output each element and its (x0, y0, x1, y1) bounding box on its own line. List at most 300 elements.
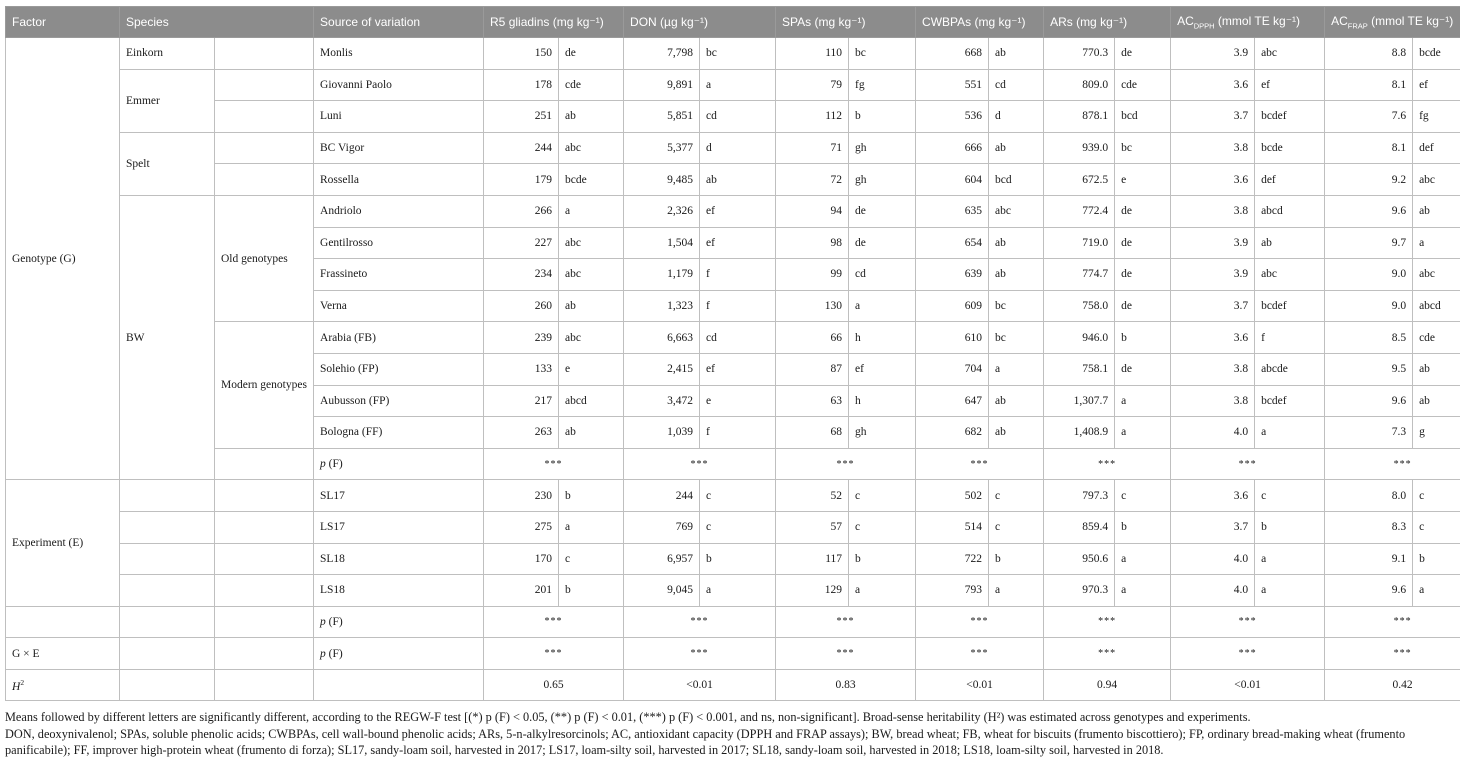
factor-genotype: Genotype (G) (6, 38, 120, 480)
letter-group-cell: de (849, 227, 916, 259)
letter-group-cell: a (849, 290, 916, 322)
letter-group-cell: ab (1413, 385, 1460, 417)
genotype-name: Monlis (314, 38, 484, 70)
value-cell: 3.8 (1171, 353, 1255, 385)
empty-cell (215, 164, 314, 196)
heritability-cell: 0.83 (776, 669, 916, 701)
table-row (6, 38, 1460, 70)
letter-group-cell: bc (1115, 132, 1171, 164)
letter-group-cell: de (1115, 227, 1171, 259)
significance-cell: *** (1171, 638, 1325, 670)
significance-cell: *** (776, 638, 916, 670)
value-cell: 98 (776, 227, 849, 259)
value-cell: 3.7 (1171, 101, 1255, 133)
p-f-label: p (F) (314, 448, 484, 480)
heritability-cell: <0.01 (1171, 669, 1325, 701)
table-row (6, 195, 1460, 227)
table-row (6, 101, 1460, 133)
letter-group-cell: f (700, 290, 776, 322)
value-cell: 9.5 (1325, 353, 1413, 385)
significance-cell: *** (1171, 448, 1325, 480)
letter-group-cell: bcdef (1255, 101, 1325, 133)
significance-cell: *** (1044, 448, 1171, 480)
letter-group-cell: bcdef (1255, 385, 1325, 417)
letter-group-cell: b (849, 543, 916, 575)
empty-cell (120, 543, 215, 575)
letter-group-cell: gh (849, 132, 916, 164)
empty-cell (120, 511, 215, 543)
table-footnotes (5, 709, 1453, 759)
letter-group-cell: ab (559, 101, 624, 133)
experiment-name: LS18 (314, 575, 484, 607)
value-cell: 9.0 (1325, 290, 1413, 322)
value-cell: 71 (776, 132, 849, 164)
value-cell: 7.3 (1325, 417, 1413, 449)
value-cell: 769 (624, 511, 700, 543)
value-cell: 8.5 (1325, 322, 1413, 354)
letter-group-cell: f (700, 259, 776, 291)
letter-group-cell: bcde (559, 164, 624, 196)
value-cell: 668 (916, 38, 989, 70)
letter-group-cell: bcde (1255, 132, 1325, 164)
empty-cell (215, 480, 314, 512)
value-cell: 251 (484, 101, 559, 133)
letter-group-cell: g (1413, 417, 1460, 449)
value-cell: 110 (776, 38, 849, 70)
header-source: Source of variation (314, 7, 484, 38)
letter-group-cell: d (989, 101, 1044, 133)
letter-group-cell: a (1255, 543, 1325, 575)
letter-group-cell: de (559, 38, 624, 70)
value-cell: 635 (916, 195, 989, 227)
value-cell: 170 (484, 543, 559, 575)
value-cell: 5,377 (624, 132, 700, 164)
value-cell: 9.2 (1325, 164, 1413, 196)
group-modern-genotypes: Modern genotypes (215, 322, 314, 448)
letter-group-cell: fg (849, 69, 916, 101)
letter-group-cell: de (1115, 38, 1171, 70)
letter-group-cell: h (849, 385, 916, 417)
value-cell: 793 (916, 575, 989, 607)
value-cell: 758.0 (1044, 290, 1115, 322)
genotype-name: Frassineto (314, 259, 484, 291)
value-cell: 3.7 (1171, 290, 1255, 322)
value-cell: 950.6 (1044, 543, 1115, 575)
significance-cell: *** (1325, 606, 1460, 638)
value-cell: 1,039 (624, 417, 700, 449)
value-cell: 2,326 (624, 195, 700, 227)
value-cell: 94 (776, 195, 849, 227)
value-cell: 878.1 (1044, 101, 1115, 133)
header-ars: ARs (mg kg⁻¹) (1044, 7, 1171, 38)
value-cell: 772.4 (1044, 195, 1115, 227)
letter-group-cell: e (559, 353, 624, 385)
value-cell: 1,408.9 (1044, 417, 1115, 449)
letter-group-cell: c (1115, 480, 1171, 512)
value-cell: 129 (776, 575, 849, 607)
interaction-row (6, 638, 1460, 670)
empty-cell (120, 638, 215, 670)
value-cell: 9,045 (624, 575, 700, 607)
genotype-name: Rossella (314, 164, 484, 196)
letter-group-cell: b (559, 575, 624, 607)
value-cell: 3.6 (1171, 69, 1255, 101)
value-cell: 178 (484, 69, 559, 101)
value-cell: 551 (916, 69, 989, 101)
value-cell: 809.0 (1044, 69, 1115, 101)
value-cell: 1,307.7 (1044, 385, 1115, 417)
letter-group-cell: a (700, 69, 776, 101)
value-cell: 117 (776, 543, 849, 575)
letter-group-cell: de (1115, 290, 1171, 322)
header-species: Species (120, 7, 314, 38)
value-cell: 244 (484, 132, 559, 164)
letter-group-cell: ab (700, 164, 776, 196)
letter-group-cell: b (1115, 511, 1171, 543)
value-cell: 179 (484, 164, 559, 196)
value-cell: 609 (916, 290, 989, 322)
footnote-significance: Means followed by different letters are significantly different, according to the REGW-F test [(*) p (F) < 0.05, (**) p (F) < 0.01, (***) p (F) < 0.001, and ns, non-significant]. Broad-sense heritability (H²) was estimated across genotypes and experiments. (5, 710, 1251, 724)
value-cell: 9,891 (624, 69, 700, 101)
letter-group-cell: d (700, 132, 776, 164)
results-table (5, 6, 1460, 701)
value-cell: 722 (916, 543, 989, 575)
species-einkorn: Einkorn (120, 38, 215, 70)
value-cell: 239 (484, 322, 559, 354)
letter-group-cell: abc (1413, 164, 1460, 196)
heritability-cell: 0.94 (1044, 669, 1171, 701)
species-emmer: Emmer (120, 69, 215, 132)
value-cell: 3,472 (624, 385, 700, 417)
table-body (6, 38, 1460, 701)
header-don: DON (µg kg⁻¹) (624, 7, 776, 38)
letter-group-cell: cd (989, 69, 1044, 101)
value-cell: 774.7 (1044, 259, 1115, 291)
significance-cell: *** (624, 448, 776, 480)
letter-group-cell: ab (1413, 353, 1460, 385)
genotype-name: Bologna (FF) (314, 417, 484, 449)
letter-group-cell: cd (700, 322, 776, 354)
value-cell: 8.1 (1325, 132, 1413, 164)
letter-group-cell: ab (989, 417, 1044, 449)
value-cell: 3.6 (1171, 480, 1255, 512)
empty-cell (215, 38, 314, 70)
genotype-name: Luni (314, 101, 484, 133)
letter-group-cell: gh (849, 417, 916, 449)
letter-group-cell: abc (1255, 259, 1325, 291)
empty-cell (215, 69, 314, 101)
value-cell: 1,504 (624, 227, 700, 259)
significance-cell: *** (916, 638, 1044, 670)
species-spelt: Spelt (120, 132, 215, 195)
genotype-name: Giovanni Paolo (314, 69, 484, 101)
value-cell: 654 (916, 227, 989, 259)
letter-group-cell: cde (1115, 69, 1171, 101)
letter-group-cell: c (1413, 480, 1460, 512)
value-cell: 939.0 (1044, 132, 1115, 164)
letter-group-cell: b (700, 543, 776, 575)
letter-group-cell: bcde (1413, 38, 1460, 70)
significance-cell: *** (1325, 638, 1460, 670)
value-cell: 704 (916, 353, 989, 385)
empty-cell (314, 669, 484, 701)
table-row (6, 132, 1460, 164)
value-cell: 8.3 (1325, 511, 1413, 543)
table-row (6, 480, 1460, 512)
letter-group-cell: abcd (1413, 290, 1460, 322)
experiment-significance-row (6, 606, 1460, 638)
value-cell: 502 (916, 480, 989, 512)
letter-group-cell: ab (989, 259, 1044, 291)
letter-group-cell: c (1413, 511, 1460, 543)
letter-group-cell: c (849, 480, 916, 512)
value-cell: 3.8 (1171, 195, 1255, 227)
significance-cell: *** (1044, 638, 1171, 670)
value-cell: 758.1 (1044, 353, 1115, 385)
letter-group-cell: a (1115, 543, 1171, 575)
significance-cell: *** (484, 606, 624, 638)
letter-group-cell: c (989, 511, 1044, 543)
letter-group-cell: abcde (1255, 353, 1325, 385)
value-cell: 9.6 (1325, 195, 1413, 227)
letter-group-cell: abc (559, 132, 624, 164)
letter-group-cell: cd (700, 101, 776, 133)
empty-cell (120, 480, 215, 512)
heritability-cell: <0.01 (916, 669, 1044, 701)
header-ac-dpph: $AC_{DPPH}$ (mmol TE kg⁻¹) (1171, 7, 1325, 38)
value-cell: 7.6 (1325, 101, 1413, 133)
letter-group-cell: c (700, 480, 776, 512)
letter-group-cell: ab (1413, 195, 1460, 227)
value-cell: 9.1 (1325, 543, 1413, 575)
value-cell: 9,485 (624, 164, 700, 196)
value-cell: 133 (484, 353, 559, 385)
letter-group-cell: def (1413, 132, 1460, 164)
group-old-genotypes: Old genotypes (215, 195, 314, 321)
letter-group-cell: bc (849, 38, 916, 70)
value-cell: 719.0 (1044, 227, 1115, 259)
value-cell: 9.7 (1325, 227, 1413, 259)
value-cell: 859.4 (1044, 511, 1115, 543)
letter-group-cell: de (1115, 259, 1171, 291)
value-cell: 79 (776, 69, 849, 101)
significance-cell: *** (916, 448, 1044, 480)
table-row (6, 164, 1460, 196)
header-factor: Factor (6, 7, 120, 38)
empty-cell (120, 669, 215, 701)
genotype-name: Andriolo (314, 195, 484, 227)
letter-group-cell: abc (559, 259, 624, 291)
heritability-cell: 0.65 (484, 669, 624, 701)
value-cell: 275 (484, 511, 559, 543)
value-cell: 6,957 (624, 543, 700, 575)
letter-group-cell: f (700, 417, 776, 449)
table-row (6, 69, 1460, 101)
letter-group-cell: b (1413, 543, 1460, 575)
significance-cell: *** (1044, 606, 1171, 638)
letter-group-cell: ab (989, 132, 1044, 164)
empty-cell (120, 575, 215, 607)
factor-gxe: G × E (6, 638, 120, 670)
value-cell: 112 (776, 101, 849, 133)
letter-group-cell: bcd (989, 164, 1044, 196)
letter-group-cell: de (849, 195, 916, 227)
value-cell: 7,798 (624, 38, 700, 70)
value-cell: 770.3 (1044, 38, 1115, 70)
value-cell: 3.6 (1171, 322, 1255, 354)
letter-group-cell: c (1255, 480, 1325, 512)
significance-cell: *** (1171, 606, 1325, 638)
value-cell: 9.0 (1325, 259, 1413, 291)
letter-group-cell: bcdef (1255, 290, 1325, 322)
letter-group-cell: a (849, 575, 916, 607)
experiment-name: LS17 (314, 511, 484, 543)
letter-group-cell: c (559, 543, 624, 575)
letter-group-cell: e (700, 385, 776, 417)
letter-group-cell: gh (849, 164, 916, 196)
letter-group-cell: b (1255, 511, 1325, 543)
letter-group-cell: abc (1255, 38, 1325, 70)
letter-group-cell: c (989, 480, 1044, 512)
empty-cell (215, 669, 314, 701)
value-cell: 639 (916, 259, 989, 291)
value-cell: 52 (776, 480, 849, 512)
species-bw: BW (120, 195, 215, 479)
letter-group-cell: a (1255, 417, 1325, 449)
letter-group-cell: ab (989, 385, 1044, 417)
empty-cell (120, 606, 215, 638)
value-cell: 8.8 (1325, 38, 1413, 70)
heritability-row (6, 669, 1460, 701)
heritability-cell: 0.42 (1325, 669, 1460, 701)
empty-cell (215, 511, 314, 543)
value-cell: 227 (484, 227, 559, 259)
letter-group-cell: abc (1413, 259, 1460, 291)
footnote-abbreviations: DON, deoxynivalenol; SPAs, soluble phenolic acids; CWBPAs, cell wall-bound phenolic acids; ARs, 5-n-alkylresorcinols; AC, antioxidant capacity (DPPH and FRAP assays); BW, bread wheat; FB, wheat for biscuits (frumento biscottiero); FP, ordinary bread-making wheat (frumento panificabile); FF, improver high-protein wheat (frumento di forza); SL17, sandy-loam soil, harvested in 2017; LS17, loam-silty soil, harvested in 2017; SL18, sandy-loam soil, harvested in 2018; LS18, loam-silty soil, harvested in 2018. (5, 726, 1406, 757)
value-cell: 263 (484, 417, 559, 449)
value-cell: 3.8 (1171, 132, 1255, 164)
value-cell: 610 (916, 322, 989, 354)
letter-group-cell: f (1255, 322, 1325, 354)
header-spas: SPAs (mg kg⁻¹) (776, 7, 916, 38)
letter-group-cell: a (1115, 417, 1171, 449)
genotype-name: Arabia (FB) (314, 322, 484, 354)
value-cell: 9.6 (1325, 575, 1413, 607)
letter-group-cell: abcd (559, 385, 624, 417)
value-cell: 9.6 (1325, 385, 1413, 417)
value-cell: 8.0 (1325, 480, 1413, 512)
value-cell: 244 (624, 480, 700, 512)
header-ac-frap: $AC_{FRAP}$ (mmol TE kg⁻¹) (1325, 7, 1460, 38)
value-cell: 3.6 (1171, 164, 1255, 196)
genotype-name: BC Vigor (314, 132, 484, 164)
letter-group-cell: a (1413, 575, 1460, 607)
empty-cell (215, 101, 314, 133)
value-cell: 6,663 (624, 322, 700, 354)
letter-group-cell: bcd (1115, 101, 1171, 133)
header-row (6, 7, 1460, 38)
value-cell: 1,179 (624, 259, 700, 291)
value-cell: 8.1 (1325, 69, 1413, 101)
letter-group-cell: cde (1413, 322, 1460, 354)
letter-group-cell: fg (1413, 101, 1460, 133)
heritability-cell: <0.01 (624, 669, 776, 701)
empty-cell (215, 606, 314, 638)
table-row (6, 543, 1460, 575)
value-cell: 1,323 (624, 290, 700, 322)
significance-cell: *** (776, 448, 916, 480)
value-cell: 68 (776, 417, 849, 449)
letter-group-cell: h (849, 322, 916, 354)
letter-group-cell: ef (1413, 69, 1460, 101)
value-cell: 514 (916, 511, 989, 543)
value-cell: 3.9 (1171, 38, 1255, 70)
header-cwbpas: CWBPAs (mg kg⁻¹) (916, 7, 1044, 38)
letter-group-cell: a (989, 575, 1044, 607)
letter-group-cell: abc (559, 227, 624, 259)
letter-group-cell: ab (1255, 227, 1325, 259)
letter-group-cell: ab (559, 417, 624, 449)
value-cell: 647 (916, 385, 989, 417)
letter-group-cell: bc (989, 322, 1044, 354)
letter-group-cell: bc (700, 38, 776, 70)
letter-group-cell: e (1115, 164, 1171, 196)
genotype-name: Aubusson (FP) (314, 385, 484, 417)
p-f-label: p (F) (314, 606, 484, 638)
value-cell: 217 (484, 385, 559, 417)
letter-group-cell: a (1413, 227, 1460, 259)
letter-group-cell: b (849, 101, 916, 133)
empty-cell (215, 132, 314, 164)
value-cell: 604 (916, 164, 989, 196)
value-cell: 150 (484, 38, 559, 70)
genotype-name: Verna (314, 290, 484, 322)
letter-group-cell: ef (700, 353, 776, 385)
value-cell: 4.0 (1171, 575, 1255, 607)
value-cell: 87 (776, 353, 849, 385)
experiment-name: SL17 (314, 480, 484, 512)
letter-group-cell: a (1115, 385, 1171, 417)
value-cell: 72 (776, 164, 849, 196)
letter-group-cell: ef (1255, 69, 1325, 101)
letter-group-cell: ef (700, 195, 776, 227)
value-cell: 3.9 (1171, 259, 1255, 291)
genotype-name: Gentilrosso (314, 227, 484, 259)
empty-cell (215, 543, 314, 575)
letter-group-cell: abc (559, 322, 624, 354)
letter-group-cell: a (559, 195, 624, 227)
letter-group-cell: b (989, 543, 1044, 575)
value-cell: 266 (484, 195, 559, 227)
value-cell: 4.0 (1171, 543, 1255, 575)
value-cell: 682 (916, 417, 989, 449)
table-row (6, 322, 1460, 354)
value-cell: 57 (776, 511, 849, 543)
significance-cell: *** (484, 448, 624, 480)
letter-group-cell: ef (849, 353, 916, 385)
letter-group-cell: b (1115, 322, 1171, 354)
letter-group-cell: ef (700, 227, 776, 259)
empty-cell (6, 606, 120, 638)
letter-group-cell: de (1115, 195, 1171, 227)
letter-group-cell: a (989, 353, 1044, 385)
header-r5-gliadins: R5 gliadins (mg kg⁻¹) (484, 7, 624, 38)
letter-group-cell: def (1255, 164, 1325, 196)
value-cell: 201 (484, 575, 559, 607)
value-cell: 5,851 (624, 101, 700, 133)
value-cell: 672.5 (1044, 164, 1115, 196)
significance-cell: *** (484, 638, 624, 670)
